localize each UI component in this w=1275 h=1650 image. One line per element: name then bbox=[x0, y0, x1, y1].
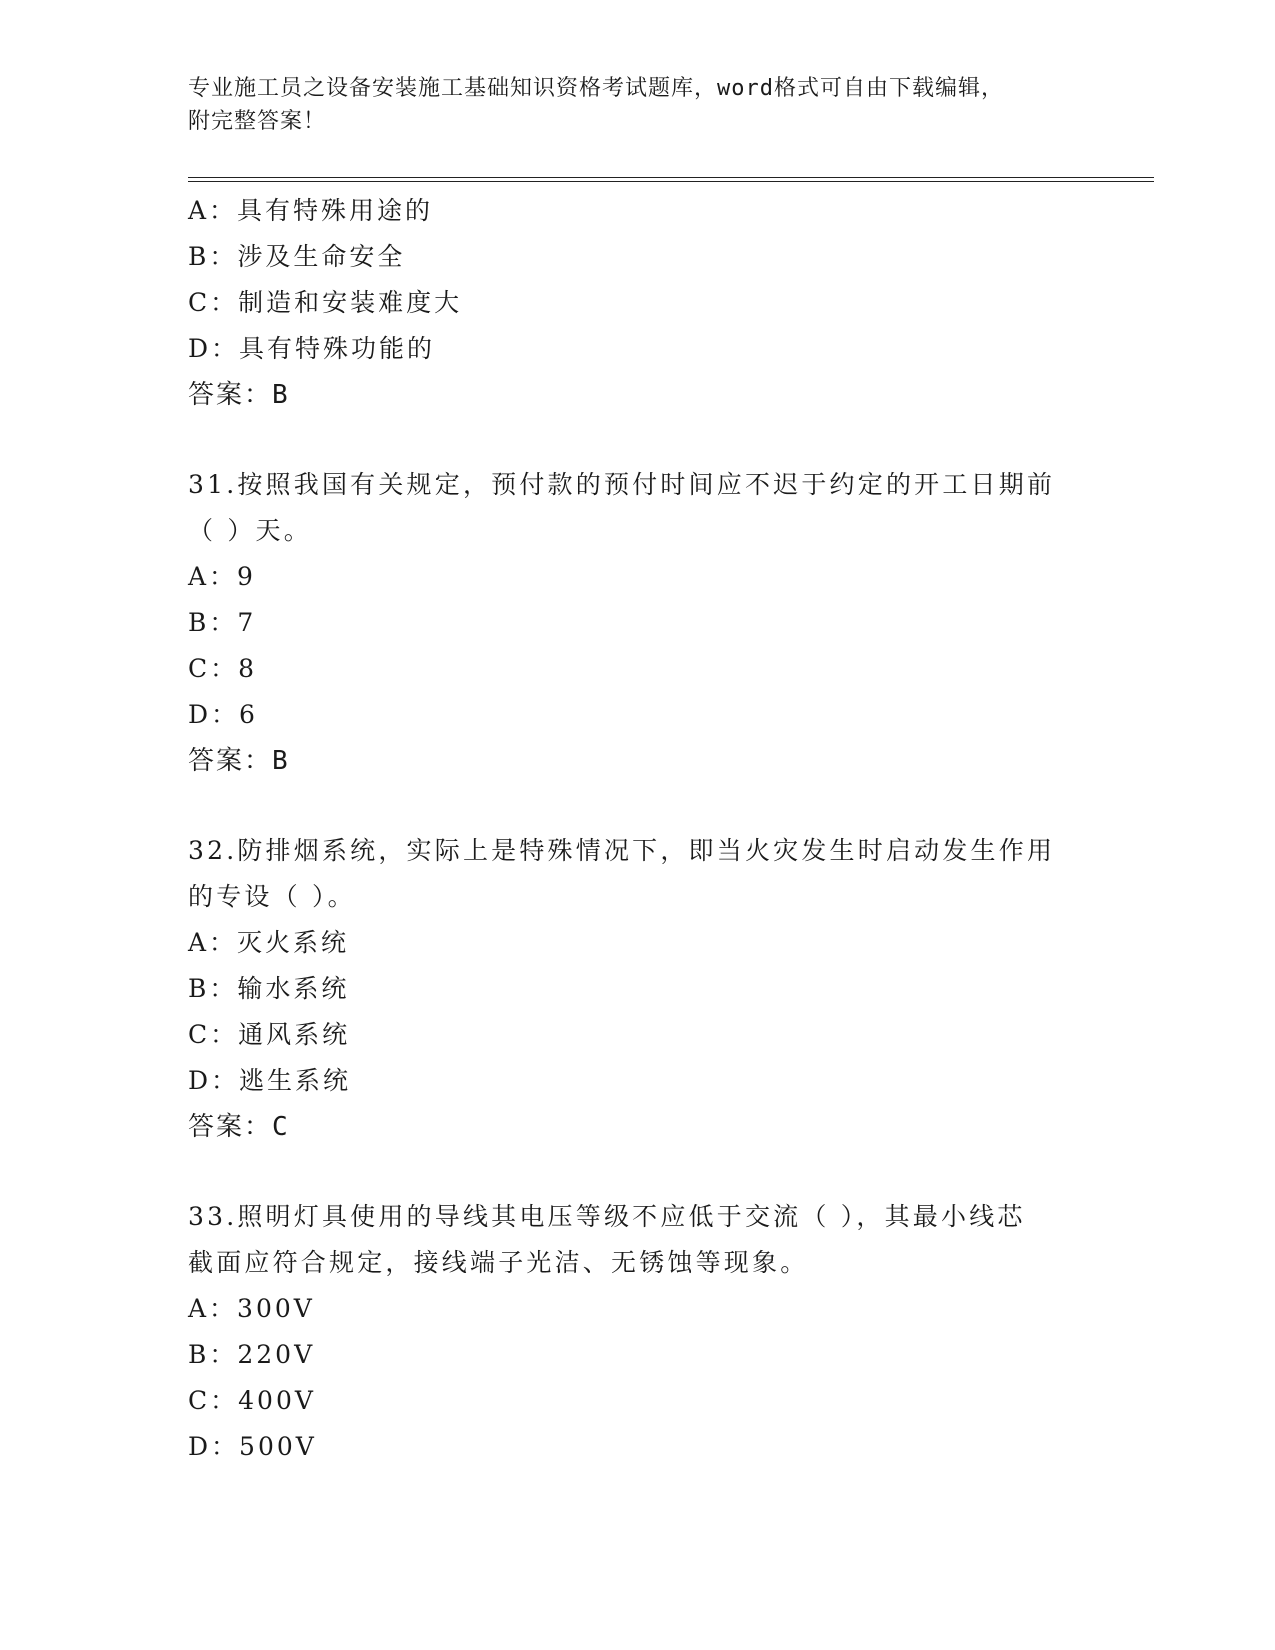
option-a: A：9 bbox=[188, 562, 256, 591]
question-text-line-2: （ ）天。 bbox=[188, 516, 312, 545]
question-text-line-1: 32.防排烟系统，实际上是特殊情况下，即当火灾发生时启动发生作用 bbox=[188, 836, 1056, 865]
question-text-line-1: 33.照明灯具使用的导线其电压等级不应低于交流（ ），其最小线芯 bbox=[188, 1202, 1026, 1231]
option-b: B：涉及生命安全 bbox=[188, 242, 406, 271]
header-divider-bottom bbox=[188, 181, 1154, 182]
question-block-30 bbox=[188, 188, 1154, 418]
option-c: C：400V bbox=[188, 1386, 316, 1415]
option-d: D：具有特殊功能的 bbox=[188, 334, 436, 363]
option-d: D：500V bbox=[188, 1432, 317, 1461]
option-c: C：制造和安装难度大 bbox=[188, 288, 463, 317]
header-divider-top bbox=[188, 177, 1154, 178]
answer-line: 答案：C bbox=[188, 1112, 290, 1142]
option-b: B：输水系统 bbox=[188, 974, 350, 1003]
option-b: B：7 bbox=[188, 608, 257, 637]
option-b: B：220V bbox=[188, 1340, 316, 1369]
question-list bbox=[188, 188, 1154, 1470]
answer-line: 答案：B bbox=[188, 380, 290, 410]
question-block-32 bbox=[188, 828, 1154, 1150]
question-text-line-2: 的专设（ ）。 bbox=[188, 882, 356, 911]
option-a: A：300V bbox=[188, 1294, 315, 1323]
option-a: A：具有特殊用途的 bbox=[188, 196, 434, 225]
header-line-2: 附完整答案！ bbox=[188, 109, 327, 134]
question-text-line-2: 截面应符合规定，接线端子光洁、无锈蚀等现象。 bbox=[188, 1248, 809, 1277]
option-d: D：6 bbox=[188, 700, 258, 729]
document-header bbox=[188, 72, 1068, 138]
header-line-1: 专业施工员之设备安装施工基础知识资格考试题库，word格式可自由下载编辑， bbox=[188, 76, 1004, 101]
option-d: D：逃生系统 bbox=[188, 1066, 352, 1095]
option-c: C：8 bbox=[188, 654, 258, 683]
question-block-31 bbox=[188, 462, 1154, 784]
question-text-line-1: 31.按照我国有关规定，预付款的预付时间应不迟于约定的开工日期前 bbox=[188, 470, 1056, 499]
option-a: A：灭火系统 bbox=[188, 928, 350, 957]
answer-line: 答案：B bbox=[188, 746, 290, 776]
option-c: C：通风系统 bbox=[188, 1020, 351, 1049]
question-block-33 bbox=[188, 1194, 1154, 1470]
